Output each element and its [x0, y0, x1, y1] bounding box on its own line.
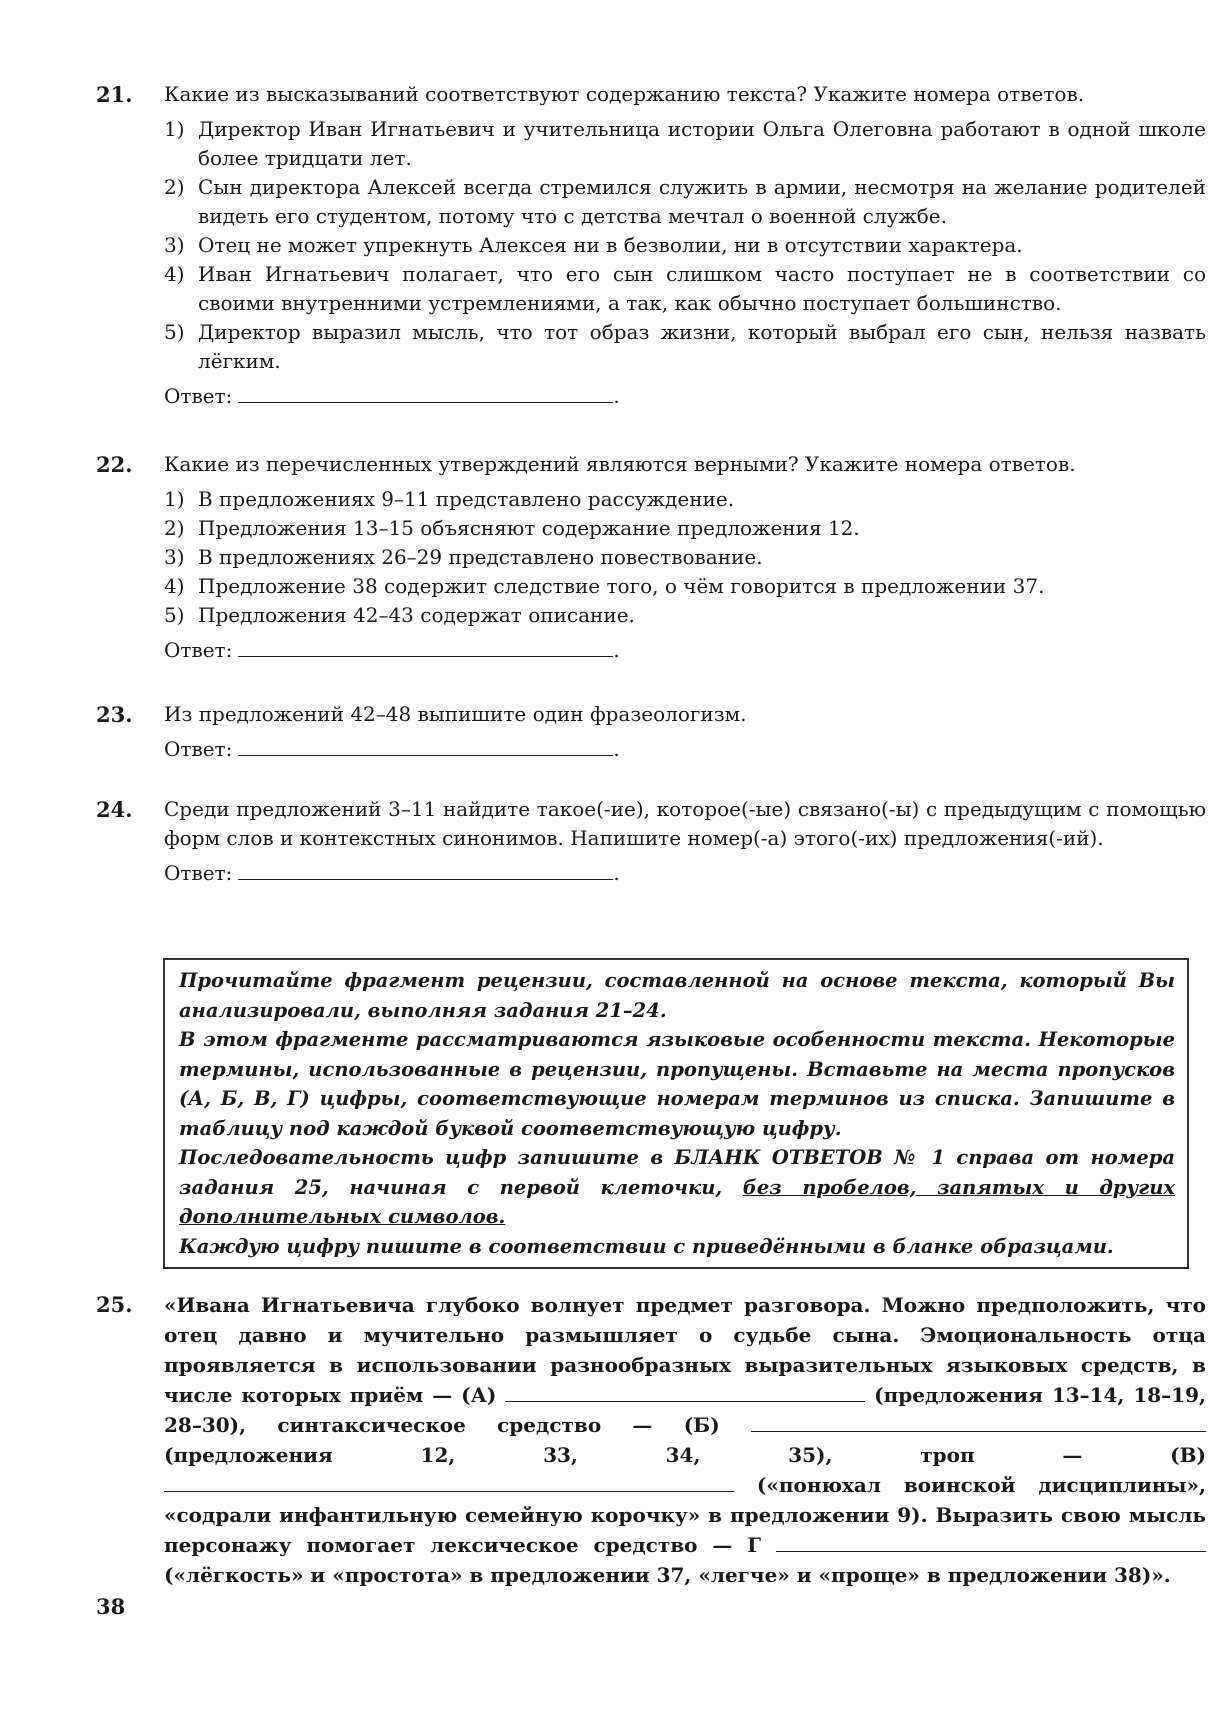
task-22	[96, 450, 1206, 665]
option-item: 5) Предложения 42–43 содержат описание.	[164, 603, 635, 627]
task-number: 22.	[96, 452, 133, 477]
instruction-text: Последовательность цифр запишите в БЛАНК ОТВЕТОВ № 1 справа от номера задания 25, начиная с первой клеточки, без пробелов, запятых и других дополнительных символов.	[179, 1146, 1175, 1228]
answer-field[interactable]	[238, 859, 613, 880]
option-item: 4) Иван Игнатьевич полагает, что его сын слишком часто поступает не в соответствии со своими внутренними устремлениями, а так, как обычно поступает большинство.	[164, 262, 1206, 315]
task-25	[96, 1290, 1206, 1590]
task-number: 23.	[96, 702, 133, 727]
underlined-instruction: без пробелов, запятых и других дополнительных символов.	[179, 1175, 1175, 1228]
task-24	[96, 795, 1206, 888]
answer-field[interactable]	[238, 382, 613, 403]
task-23	[96, 700, 1206, 764]
instruction-text: В этом фрагменте рассматриваются языковые особенности текста. Некоторые термины, использованные в рецензии, пропущены. Вставьте на места пропусков (А, Б, В, Г) цифры, соответствующие номерам терминов из списка. Запишите в таблицу под каждой буквой соответствующую цифру.	[179, 1028, 1175, 1140]
task-question: Среди предложений 3–11 найдите такое(-ие), которое(-ые) связано(-ы) с предыдущим с помощью форм слов и контекстных синонимов. Напишите номер(-а) этого(-их) предложения(-ий).	[164, 797, 1206, 850]
instruction-text: Прочитайте фрагмент рецензии, составленной на основе текста, который Вы анализировали, выполняя задания 21–24.	[179, 969, 1175, 1022]
option-item: 2) Сын директора Алексей всегда стремился служить в армии, несмотря на желание родителей видеть его студентом, потому что с детства мечтал о военной службе.	[164, 175, 1206, 228]
answer-label: Ответ:	[164, 384, 233, 408]
options-list	[164, 485, 1206, 630]
option-item: 2) Предложения 13–15 объясняют содержание предложения 12.	[164, 516, 860, 540]
option-item: 3) В предложениях 26–29 представлено повествование.	[164, 545, 763, 569]
page-number: 38	[96, 1594, 126, 1619]
answer-label: Ответ:	[164, 737, 233, 761]
task-number: 24.	[96, 797, 133, 822]
task-21	[96, 80, 1206, 411]
task-question: Какие из перечисленных утверждений являются верными? Укажите номера ответов.	[164, 452, 1076, 476]
blank-a[interactable]	[505, 1383, 865, 1402]
answer-field[interactable]	[238, 636, 613, 657]
answer-label: Ответ:	[164, 638, 233, 662]
instruction-text: Каждую цифру пишите в соответствии с приведёнными в бланке образцами.	[179, 1234, 1114, 1258]
blank-c[interactable]	[164, 1473, 734, 1492]
blank-d[interactable]	[776, 1533, 1206, 1552]
task-question: Какие из высказываний соответствуют содержанию текста? Укажите номера ответов.	[164, 82, 1085, 106]
answer-row: Ответ: .	[164, 384, 620, 408]
answer-row: Ответ: .	[164, 737, 620, 761]
blank-b[interactable]	[751, 1413, 1206, 1432]
instructions-box	[163, 958, 1189, 1269]
option-item: 4) Предложение 38 содержит следствие того, о чём говорится в предложении 37.	[164, 574, 1045, 598]
answer-row: Ответ: .	[164, 861, 620, 885]
option-item: 3) Отец не может упрекнуть Алексея ни в безволии, ни в отсутствии характера.	[164, 233, 1023, 257]
task-number: 25.	[96, 1292, 133, 1317]
task-number: 21.	[96, 82, 133, 107]
options-list	[164, 115, 1206, 376]
answer-row: Ответ: .	[164, 638, 620, 662]
answer-field[interactable]	[238, 735, 613, 756]
answer-label: Ответ:	[164, 861, 233, 885]
review-text: «Ивана Игнатьевича глубоко волнует предмет разговора. Можно предположить, что отец давно и мучительно размышляет о судьбе сына. Эмоциональность отца проявляется в использовании разнообразных выразительных языковых средств, в числе которых приём — (А) (предложения 13–14, 18–19, 28–30), синтаксическое средство — (Б) (предложения 12, 33, 34, 35), троп — (В) («понюхал воинской дисциплины», «содрали инфантильную семейную корочку» в предложении 9). Выразить свою мысль персонажу помогает лексическое средство — Г («лёгкость» и «простота» в предложении 37, «легче» и «проще» в предложении 38)».	[164, 1293, 1206, 1587]
option-item: 1) Директор Иван Игнатьевич и учительница истории Ольга Олеговна работают в одной школе более тридцати лет.	[164, 117, 1206, 170]
option-item: 1) В предложениях 9–11 представлено рассуждение.	[164, 487, 735, 511]
option-item: 5) Директор выразил мысль, что тот образ жизни, который выбрал его сын, нельзя назвать лёгким.	[164, 320, 1206, 373]
task-question: Из предложений 42–48 выпишите один фразеологизм.	[164, 702, 747, 726]
